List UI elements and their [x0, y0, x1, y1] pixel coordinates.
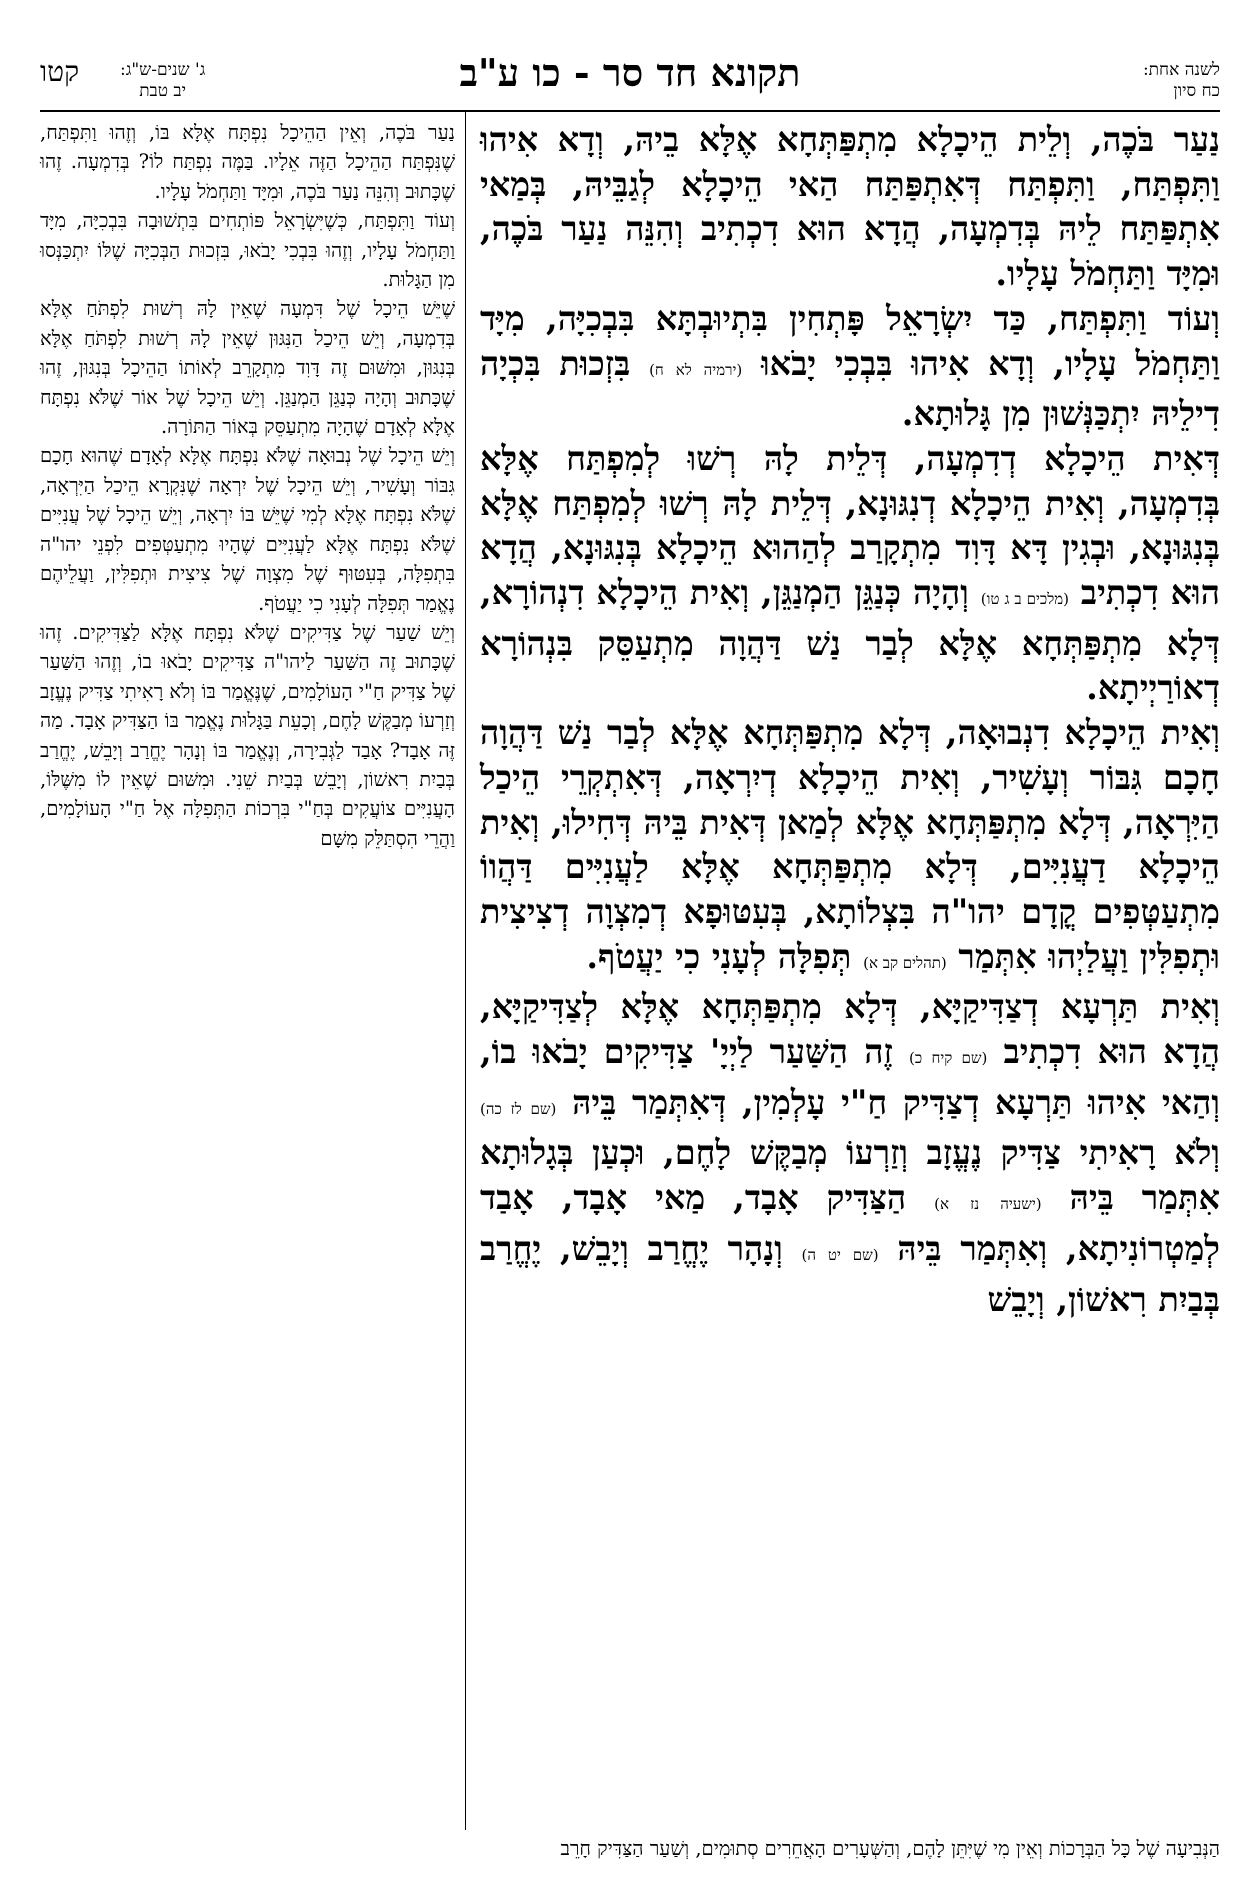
main-paragraph: נַעַר בֹּכֶה, וְלֵית הֵיכָלָא מִתְפַּתְּחָא אֶלָּא בֵיהּ, וְדָא אִיהוּ וַתִּפְתַּח, וַתִּפְתַּח דְּאִתְפַּתַּח הַאי הֵיכָלָא לְגַבֵּיהּ, בְּמַאי אִתְפַּתַּח לֵיהּ בְּדִמְעָה, הֲדָא הוּא דִכְתִיב וְהִנֵּה נַעַר בֹּכֶה, וּמִיָּד וַתַּחְמֹל עָלָיו. — [480, 120, 1220, 294]
header-three-year-date: יב טבת — [139, 81, 187, 101]
page-title: תקונא חד סר - כו ע"ב — [459, 50, 801, 95]
source-reference: (ירמיה לא ח) — [649, 360, 743, 379]
header-rule — [40, 110, 1220, 112]
main-paragraph: וְאִית תַּרְעָא דְצַדִּיקַיָּא, דְּלָא מִתְפַּתְּחָא אֶלָּא לְצַדִּיקַיָּא, הֲדָא הוּא דִכְתִיב (שם קיח כ) זֶה הַשַּׁעַר לַיְיָ' צַדִּיקִים יָבֹאוּ בוֹ, וְהַאי אִיהוּ תַּרְעָא דְצַדִּיק חַ"י עָלְמִין, דְּאִתְּמַר בֵּיהּ (שם לז כה) וְלֹא רָאִיתִי צַדִּיק נֶעֱזָב וְזַרְעוֹ מְבַקֶּשׁ לָחֶם, וּכְעַן בְּגָלוּתָא אִתְּמַר בֵּיהּ (ישעיה נז א) הַצַּדִּיק אָבָד, מַאי אָבָד, אָבַד לְמַטְרוֹנִיתָא, וְאִתְּמַר בֵּיהּ (שם יט ה) וְנָהָר יֶחֱרַב וְיָבֵשׁ, יֶחֱרַב בְּבַיִת רִאשׁוֹן, וְיָבֵשׁ — [480, 987, 1221, 1319]
translation-paragraph: שֶׁיֵּשׁ הֵיכָל שֶׁל דִּמְעָה שֶׁאֵין לָהּ רְשׁוּת לִפְתֹּחַ אֶלָּא בְּדִמְעָה, וְיֵשׁ הֵיכַל הַנִּגּוּן שֶׁאֵין לָהּ רְשׁוּת לִפְתֹּחַ אֶלָּא בְּנִגּוּן, וּמִשּׁוּם זֶה דָּוִד מִתְקָרֵב לְאוֹתוֹ הַהֵיכָל בְּנִגּוּן, זֶהוּ שֶׁכָּתוּב וְהָיָה כְּנַגֵּן הַמְנַגֵּן. וְיֵשׁ הֵיכָל שֶׁל אוֹר שֶׁלֹּא נִפְתָּח אֶלָּא לְאָדָם שֶׁהָיָה מִתְעַסֵּק בְּאוֹר הַתּוֹרָה. — [40, 297, 455, 439]
main-paragraph: דְּאִית הֵיכָלָא דְדִמְעָה, דְּלֵית לָהּ רְשׁוּ לְמִפְתַּח אֶלָּא בְּדִמְעָה, וְאִית הֵיכָלָא דְנִגּוּנָא, דְּלֵית לָהּ רְשׁוּ לְמִפְתַּח אֶלָּא בְּנִגּוּנָא, וּבְגִין דָּא דָּוִד מִתְקָרַב לְהַהוּא הֵיכָלָא בְּנִגּוּנָא, הֲדָא הוּא דִכְתִיב (מלכים ב ג טו) וְהָיָה כְּנַגֵּן הַמְנַגֵּן, וְאִית הֵיכָלָא דִנְהוֹרָא, דְּלָא מִתְפַּתְּחָא אֶלָּא לְבַר נַשׁ דַּהֲוָה מִתְעַסֵּק בִּנְהוֹרָא דְאוֹרַיְיתָא. — [480, 438, 1221, 708]
source-reference: (שם קיח כ) — [908, 1049, 988, 1068]
page-number: קטו — [40, 55, 80, 88]
page-header — [40, 50, 1220, 108]
translation-paragraph: וְיֵשׁ הֵיכָל שֶׁל נְבוּאָה שֶׁלֹּא נִפְתָּח אֶלָּא לְאָדָם שֶׁהוּא חָכָם גִּבּוֹר וְעָשִׁיר, וְיֵשׁ הֵיכָל שֶׁל יִרְאָה שֶׁנִּקְרָא הֵיכַל הַיִּרְאָה, שֶׁלֹּא נִפְתָּח אֶלָּא לְמִי שֶׁיֵּשׁ בּוֹ יִרְאָה, וְיֵשׁ הֵיכָל שֶׁל עֲנִיִּים שֶׁלֹּא נִפְתָּח אֶלָּא לַעֲנִיִּים שֶׁהָיוּ מִתְעַטְּפִים לִפְנֵי יהו"ה בִּתְפִלָּה, בְּעִטּוּף שֶׁל מִצְוָה שֶׁל צִיצִית וּתְפִלִּין, וַעֲלֵיהֶם נֶאֱמַר תְּפִלָּה לְעָנִי כִי יַעֲטֹף. — [40, 444, 455, 615]
source-reference: (שם יט ה) — [801, 1245, 879, 1264]
main-paragraph: וְעוֹד וַתִּפְתַּח, כַּד יִשְׂרָאֵל פָּתְחִין בִּתְיוּבְתָּא בִּבְכִיָּה, מִיָּד וַתַּחְמֹל עָלָיו, וְדָא אִיהוּ בִּבְכִי יָבֹאוּ (ירמיה לא ח) בִּזְכוּת בִּכְיָה דִילֵיהּ יִתְכַּנְּשׁוּן מִן גָּלוּתָא. — [480, 298, 1220, 434]
main-text-column — [480, 118, 1220, 1322]
main-paragraph: וְאִית הֵיכָלָא דִנְבוּאָה, דְּלָא מִתְפַּתְּחָא אֶלָּא לְבַר נַשׁ דַּהֲוָה חָכָם גִּבּוֹר וְעָשִׁיר, וְאִית הֵיכָלָא דְיִרְאָה, דְּאִתְקְרֵי הֵיכַל הַיִּרְאָה, דְּלָא מִתְפַּתְּחָא אֶלָּא לְמַאן דְּאִית בֵּיהּ דְּחִילוּ, וְאִית הֵיכָלָא דַעֲנִיִּים, דְּלָא מִתְפַּתְּחָא אֶלָּא לַעֲנִיִּים דַּהֲווֹ מִתְעַטְּפִים קֳדָם יהו"ה בִּצְלוֹתָא, בְּעִטּוּפָא דְמִצְוָה דְצִיצִית וּתְפִלִּין וַעֲלַיְהוּ אִתְּמַר (תהלים קב א) תְּפִלָּה לְעָנִי כִי יַעֲטֹף. — [480, 713, 1220, 976]
translation-column — [40, 118, 455, 853]
source-reference: (ישעיה נז א) — [934, 1195, 1042, 1214]
header-one-year-label: לשנה אחת: — [1142, 60, 1220, 80]
source-reference: (שם לז כה) — [480, 1099, 557, 1118]
column-divider — [465, 112, 466, 1830]
bottom-continuation-line: הַנְּבִיעָה שֶׁל כָּל הַבְּרָכוֹת וְאֵין מִי שֶׁיִּתֵּן לָהֶם, וְהַשְּׁעָרִים הָאֲחֵרִים סְתוּמִים, וְשַׁעַר הַצַּדִּיק חָרֵב — [560, 1837, 1220, 1860]
header-one-year-date: כח סיון — [1173, 81, 1220, 101]
translation-paragraph: וְיֵשׁ שַׁעַר שֶׁל צַדִּיקִים שֶׁלֹּא נִפְתָּח אֶלָּא לַצַּדִּיקִים. זֶהוּ שֶׁכָּתוּב זֶה הַשַּׁעַר לַיהו"ה צַדִּיקִים יָבֹאוּ בוֹ, וְזֶהוּ הַשַּׁעַר שֶׁל צַדִּיק חַ"י הָעוֹלָמִים, שֶׁנֶּאֱמַר בּוֹ וְלֹא רָאִיתִי צַדִּיק נֶעֱזָב וְזַרְעוֹ מְבַקֶּשׁ לָחֶם, וְכָעֵת בַּגָּלוּת נֶאֱמַר בּוֹ הַצַּדִּיק אָבָד. מַה זֶּה אָבָד? אָבַד לַגְּבִירָה, וְנֶאֱמַר בּוֹ וְנָהָר יֶחֱרַב וְיָבֵשׁ, יֶחֱרַב בְּבַיִת רִאשׁוֹן, וְיָבֵשׁ בְּבַיִת שֵׁנִי. וּמִשּׁוּם שֶׁאֵין לוֹ מִשֶּׁלּוֹ, הָעֲנִיִּים צוֹעֲקִים בְּחַ"י בִּרְכוֹת הַתְּפִלָּה אֶל חַ"י הָעוֹלָמִים, וַהֲרֵי הִסְתַּלֵּק מִשָּׁם — [40, 620, 455, 850]
source-reference: (תהלים קב א) — [863, 953, 947, 972]
translation-paragraph: נַעַר בֹּכֶה, וְאֵין הַהֵיכָל נִפְתָּח אֶלָּא בּוֹ, וְזֶהוּ וַתִּפְתַּח, שֶׁנִּפְתַּח הַהֵיכָל הַזֶּה אֵלָיו. בַּמֶּה נִפְתַּח לוֹ? בְּדִמְעָה. זֶהוּ שֶׁכָּתוּב וְהִנֵּה נַעַר בֹּכֶה, וּמִיָּד וַתַּחְמֹל עָלָיו. — [40, 121, 455, 203]
translation-paragraph: וְעוֹד וַתִּפְתַּח, כְּשֶׁיִּשְׂרָאֵל פּוֹתְחִים בִּתְשׁוּבָה בִּבְכִיָּה, מִיָּד וַתַּחְמֹל עָלָיו, וְזֶהוּ בִּבְכִי יָבֹאוּ, בִּזְכוּת הַבְּכִיָּה שֶׁלּוֹ יִתְכַּנְּסוּ מִן הַגָּלוּת. — [40, 209, 455, 292]
header-left-note — [120, 60, 205, 102]
source-reference: (מלכים ב ג טו) — [980, 590, 1070, 609]
header-three-year-label: ג' שנים-ש"ג: — [120, 60, 206, 80]
